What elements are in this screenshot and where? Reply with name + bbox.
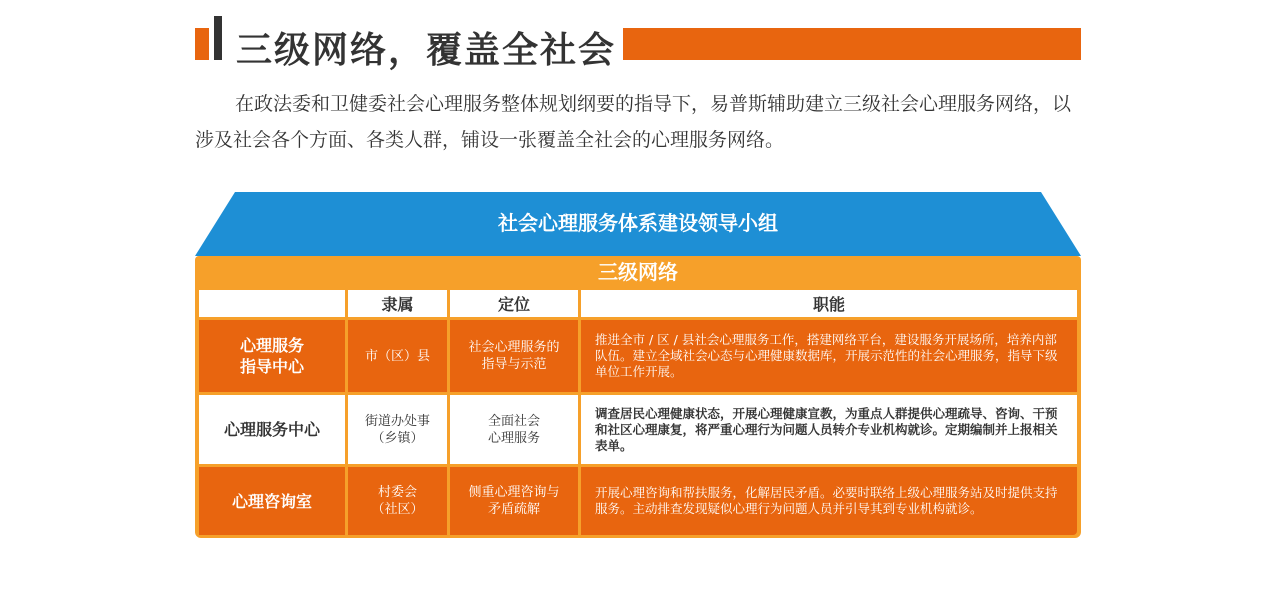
row2-function: 调查居民心理健康状态，开展心理健康宣教，为重点人群提供心理疏导、咨询、干预和社区心理康复，将严重心理行为问题人员转介专业机构就诊。定期编制并上报相关表单。 — [581, 395, 1077, 464]
header-cell-function: 职能 — [581, 290, 1077, 317]
row3-positioning: 侧重心理咨询与 矛盾疏解 — [450, 467, 578, 535]
heading-bar — [623, 28, 1081, 60]
section-title: 三级网络，覆盖全社会 — [236, 30, 617, 71]
row3-function: 开展心理咨询和帮扶服务，化解居民矛盾。必要时联络上级心理服务站及时提供支持服务。主动排查发现疑似心理行为问题人员并引导其到专业机构就诊。 — [581, 467, 1077, 535]
header-cell-empty — [199, 290, 345, 317]
network-band-title: 三级网络 — [598, 260, 678, 284]
row1-name: 心理服务 指导中心 — [199, 320, 345, 392]
row3-name: 心理咨询室 — [199, 467, 345, 535]
row3-affiliation: 村委会 （社区） — [348, 467, 447, 535]
heading-accent-orange — [195, 28, 209, 60]
row1-positioning: 社会心理服务的 指导与示范 — [450, 320, 578, 392]
heading-accent-dark — [214, 16, 222, 60]
header-cell-affiliation: 隶属 — [348, 290, 447, 317]
intro-paragraph: 在政法委和卫健委社会心理服务整体规划纲要的指导下，易普斯辅助建立三级社会心理服务网络，以涉及社会各个方面、各类人群，铺设一张覆盖全社会的心理服务网络。 — [195, 93, 1072, 151]
header-cell-positioning: 定位 — [450, 290, 578, 317]
row1-function: 推进全市 / 区 / 县社会心理服务工作，搭建网络平台，建设服务开展场所，培养内部队伍。建立全域社会心态与心理健康数据库，开展示范性的社会心理服务，指导下级单位工作开展。 — [581, 320, 1077, 392]
row2-name: 心理服务中心 — [199, 395, 345, 464]
row1-affiliation: 市（区）县 — [348, 320, 447, 392]
row2-positioning: 全面社会 心理服务 — [450, 395, 578, 464]
row2-affiliation: 街道办处事 （乡镇） — [348, 395, 447, 464]
leadership-group-title: 社会心理服务体系建设领导小组 — [498, 211, 778, 235]
